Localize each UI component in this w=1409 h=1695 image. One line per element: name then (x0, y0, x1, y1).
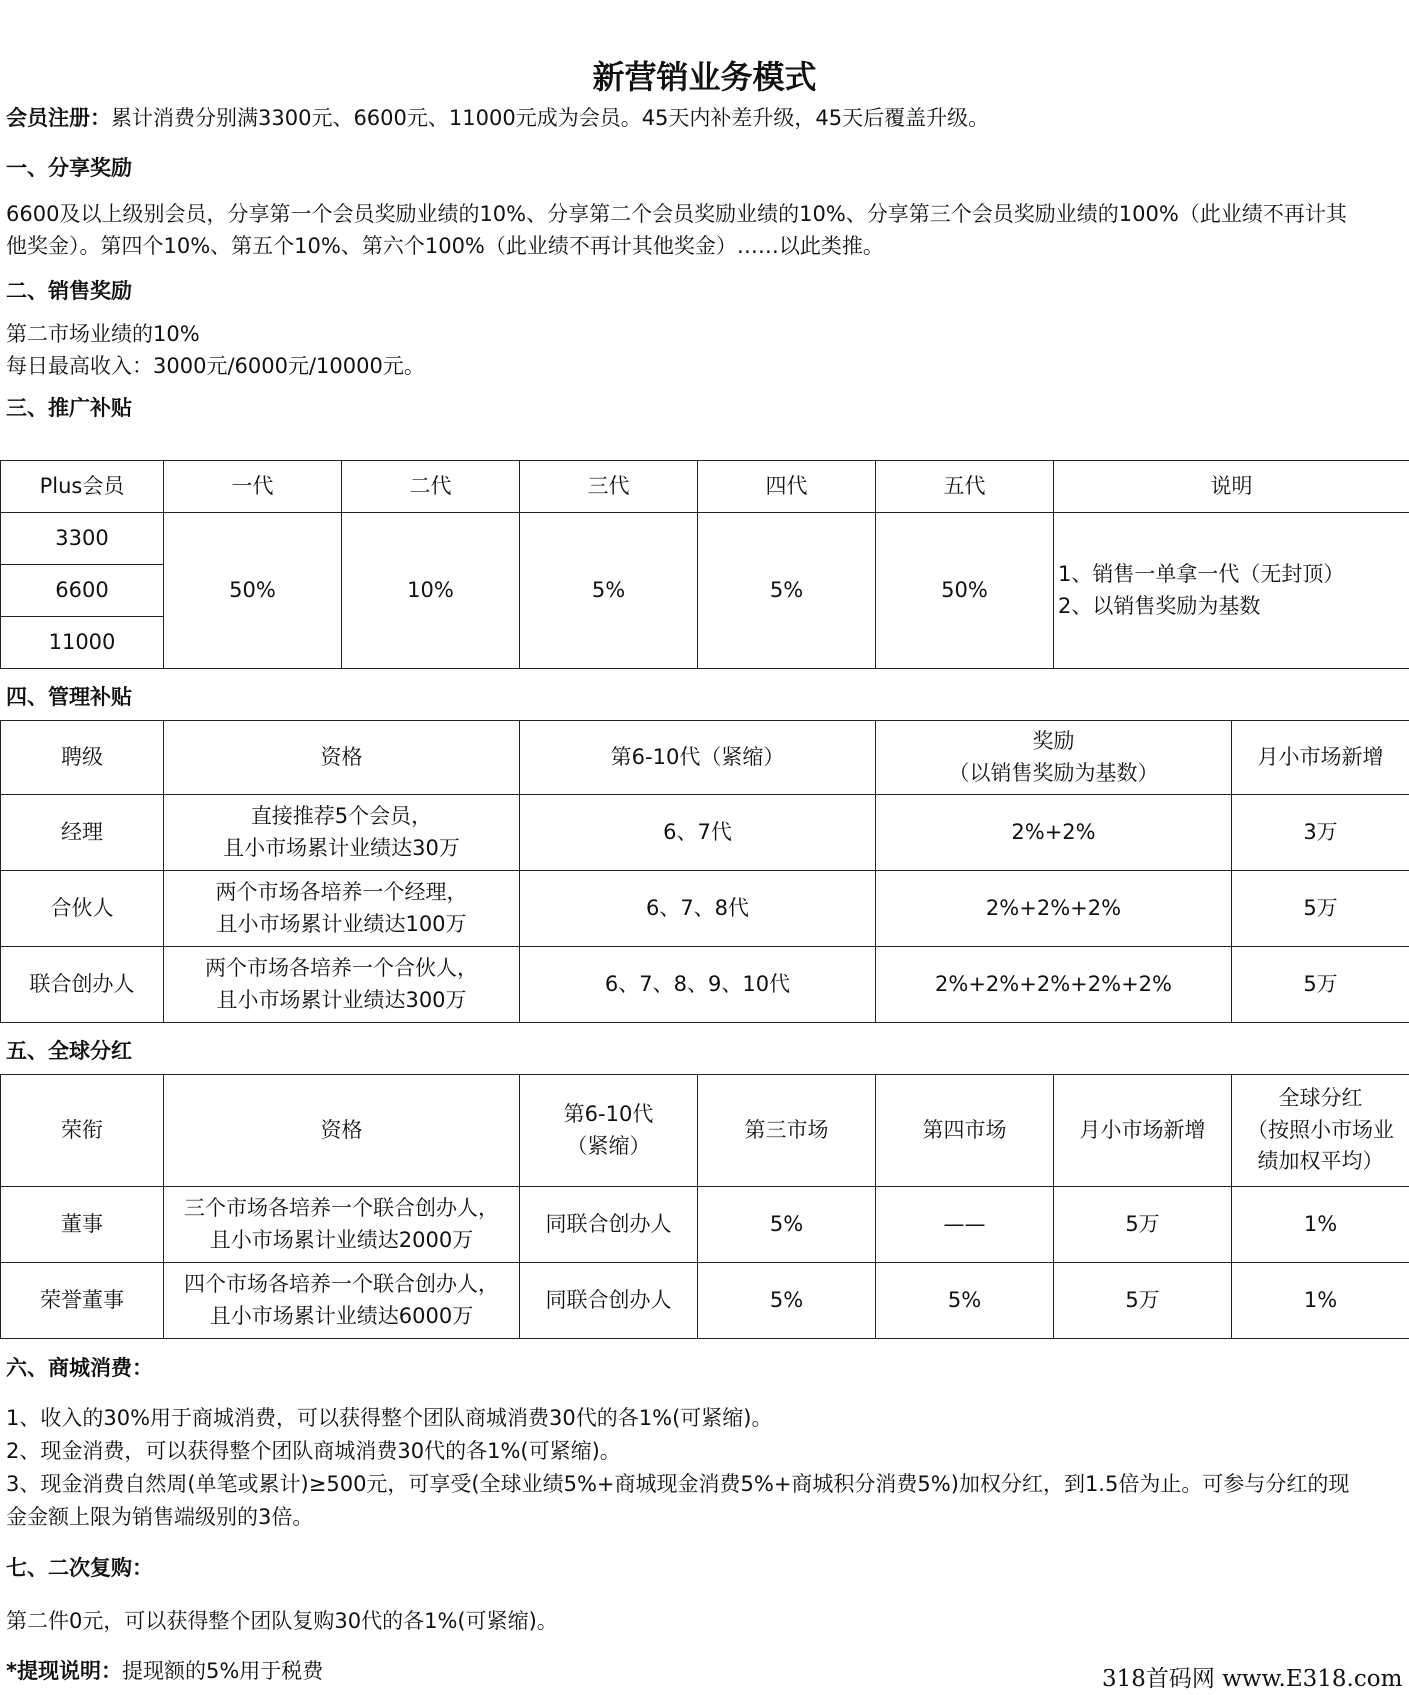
monthly-cell: 5万 (1054, 1263, 1232, 1339)
section6-line1: 1、收入的30%用于商城消费，可以获得整个团队商城消费30代的各1%(可紧缩)。 (6, 1406, 773, 1430)
monthly-cell: 5万 (1232, 947, 1409, 1023)
section2-line1: 第二市场业绩的10% (6, 322, 200, 346)
section6-line3: 3、现金消费自然周(单笔或累计)≥500元，可享受(全球业绩5%+商城现金消费5%+商城积分消费5%)加权分红，到1.5倍为止。可参与分红的现 (6, 1472, 1350, 1496)
level-6600: 6600 (1, 565, 164, 617)
qualification-line1: 四个市场各培养一个联合创办人， (184, 1272, 499, 1296)
rate-gen1: 50% (164, 513, 342, 669)
promotion-subsidy-table (0, 460, 1409, 669)
header-monthly: 月小市场新增 (1054, 1075, 1232, 1187)
header-notes: 说明 (1054, 461, 1409, 513)
rate-gen3: 5% (520, 513, 698, 669)
qualification-cell (164, 947, 520, 1023)
section7-heading: 七、二次复购： (6, 1556, 153, 1580)
section3-heading: 三、推广补贴 (6, 396, 132, 420)
fourth-market-cell: —— (876, 1187, 1054, 1263)
header-qualification: 资格 (164, 1075, 520, 1187)
header-gen5: 五代 (876, 461, 1054, 513)
header-gen1: 一代 (164, 461, 342, 513)
header-gen3: 三代 (520, 461, 698, 513)
global-bonus-table (0, 1074, 1409, 1339)
header-plus-member: Plus会员 (1, 461, 164, 513)
registration-label: 会员注册： (6, 106, 111, 130)
header-generations-line1: 第6-10代 (563, 1102, 654, 1126)
bonus-cell: 1% (1232, 1263, 1409, 1339)
qualification-line2: 且小市场累计业绩达2000万 (209, 1227, 474, 1252)
header-gen4: 四代 (698, 461, 876, 513)
monthly-cell: 5万 (1232, 871, 1409, 947)
table-header-row (1, 1075, 1409, 1187)
section2-line2: 每日最高收入：3000元/6000元/10000元。 (6, 354, 425, 378)
header-reward-line2: （以销售奖励为基数） (948, 760, 1159, 785)
third-market-cell: 5% (698, 1187, 876, 1263)
qualification-line2: 且小市场累计业绩达30万 (223, 835, 460, 860)
header-generations (520, 1075, 698, 1187)
section1-line1: 6600及以上级别会员，分享第一个会员奖励业绩的10%、分享第二个会员奖励业绩的10%、分享第三个会员奖励业绩的100%（此业绩不再计其 (6, 202, 1347, 226)
table-row (1, 513, 1409, 565)
header-generations-line2: （紧缩） (566, 1133, 651, 1158)
withdrawal-note-label: *提现说明： (6, 1659, 122, 1683)
header-qualification: 资格 (164, 721, 520, 795)
qualification-cell (164, 1187, 520, 1263)
level-3300: 3300 (1, 513, 164, 565)
reward-cell: 2%+2%+2% (876, 871, 1232, 947)
rate-gen2: 10% (342, 513, 520, 669)
table-row (1, 947, 1409, 1023)
rate-gen4: 5% (698, 513, 876, 669)
generation-cell: 同联合创办人 (520, 1187, 698, 1263)
management-subsidy-table (0, 720, 1409, 1023)
generation-cell: 同联合创办人 (520, 1263, 698, 1339)
qualification-cell (164, 871, 520, 947)
rank-cell: 合伙人 (1, 871, 164, 947)
withdrawal-note (6, 1655, 323, 1685)
note-line1: 1、销售一单拿一代（无封顶） (1058, 562, 1345, 586)
qualification-line2: 且小市场累计业绩达300万 (216, 987, 467, 1012)
section2-heading: 二、销售奖励 (6, 279, 132, 303)
section5-heading: 五、全球分红 (6, 1039, 132, 1063)
header-monthly: 月小市场新增 (1232, 721, 1409, 795)
header-global-bonus-line3: 绩加权平均） (1257, 1149, 1384, 1174)
section7-line1: 第二件0元，可以获得整个团队复购30代的各1%(可紧缩)。 (6, 1609, 558, 1633)
table-row (1, 1187, 1409, 1263)
table-row (1, 871, 1409, 947)
header-global-bonus-line2: （按照小市场业 (1247, 1117, 1394, 1142)
level-11000: 11000 (1, 617, 164, 669)
title-cell: 董事 (1, 1187, 164, 1263)
third-market-cell: 5% (698, 1263, 876, 1339)
qualification-line2: 且小市场累计业绩达6000万 (209, 1303, 474, 1328)
note-line2: 2、以销售奖励为基数 (1058, 593, 1261, 618)
withdrawal-note-text: 提现额的5%用于税费 (121, 1659, 324, 1683)
registration-line (6, 102, 989, 132)
qualification-cell (164, 795, 520, 871)
section1-line2: 他奖金）。第四个10%、第五个10%、第六个100%（此业绩不再计其他奖金）……以此类推。 (6, 234, 884, 258)
header-global-bonus-line1: 全球分红 (1278, 1086, 1363, 1111)
generation-cell: 6、7、8代 (520, 871, 876, 947)
qualification-line1: 两个市场各培养一个经理， (215, 880, 468, 904)
rank-cell: 联合创办人 (1, 947, 164, 1023)
table-row (1, 795, 1409, 871)
header-title: 荣衔 (1, 1075, 164, 1187)
header-reward (876, 721, 1232, 795)
generation-cell: 6、7代 (520, 795, 876, 871)
reward-cell: 2%+2%+2%+2%+2% (876, 947, 1232, 1023)
header-generations: 第6-10代（紧缩） (520, 721, 876, 795)
section6-heading: 六、商城消费： (6, 1356, 153, 1380)
registration-text: 累计消费分别满3300元、6600元、11000元成为会员。45天内补差升级，45天后覆盖升级。 (111, 106, 990, 130)
section4-heading: 四、管理补贴 (6, 685, 132, 709)
qualification-line2: 且小市场累计业绩达100万 (216, 911, 467, 936)
reward-cell: 2%+2% (876, 795, 1232, 871)
header-rank: 聘级 (1, 721, 164, 795)
qualification-line1: 三个市场各培养一个联合创办人， (184, 1196, 499, 1220)
notes-cell (1054, 513, 1409, 669)
site-watermark: 318首码网 www.E318.com (1102, 1666, 1403, 1692)
section6-line2: 2、现金消费，可以获得整个团队商城消费30代的各1%(可紧缩)。 (6, 1439, 621, 1463)
bonus-cell: 1% (1232, 1187, 1409, 1263)
section1-heading: 一、分享奖励 (6, 156, 132, 180)
title-cell: 荣誉董事 (1, 1263, 164, 1339)
generation-cell: 6、7、8、9、10代 (520, 947, 876, 1023)
table-row (1, 1263, 1409, 1339)
rate-gen5: 50% (876, 513, 1054, 669)
header-global-bonus (1232, 1075, 1409, 1187)
monthly-cell: 5万 (1054, 1187, 1232, 1263)
header-gen2: 二代 (342, 461, 520, 513)
section6-line4: 金金额上限为销售端级别的3倍。 (6, 1505, 314, 1529)
fourth-market-cell: 5% (876, 1263, 1054, 1339)
page-title: 新营销业务模式 (592, 58, 817, 96)
header-reward-line1: 奖励 (1032, 729, 1075, 753)
table-header-row (1, 721, 1409, 795)
table-header-row (1, 461, 1409, 513)
header-third-market: 第三市场 (698, 1075, 876, 1187)
rank-cell: 经理 (1, 795, 164, 871)
qualification-line1: 两个市场各培养一个合伙人， (205, 956, 478, 980)
qualification-line1: 直接推荐5个会员， (250, 804, 433, 828)
header-fourth-market: 第四市场 (876, 1075, 1054, 1187)
monthly-cell: 3万 (1232, 795, 1409, 871)
qualification-cell (164, 1263, 520, 1339)
